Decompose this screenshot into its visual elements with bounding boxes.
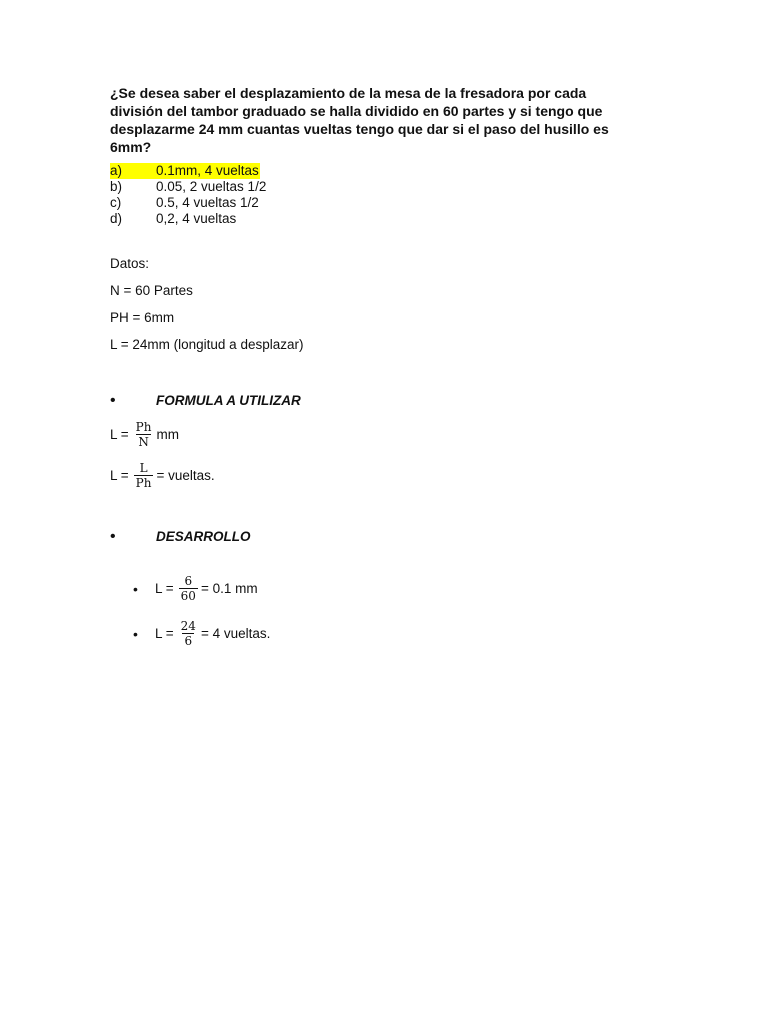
fraction <box>134 461 154 490</box>
fraction-numerator: 6 <box>184 574 193 588</box>
formula-2 <box>110 461 215 490</box>
calculation-2 <box>133 619 270 648</box>
option-b <box>110 179 266 195</box>
option-d <box>110 211 236 227</box>
option-text: 0.1mm, 4 vueltas <box>156 163 259 178</box>
option-text: 0.05, 2 vueltas 1/2 <box>156 179 267 194</box>
option-letter: a) <box>110 163 123 178</box>
fraction-numerator: L <box>139 461 148 475</box>
option-text: 0.5, 4 vueltas 1/2 <box>156 195 259 210</box>
desarrollo-heading <box>110 529 251 545</box>
datos-n: N = 60 Partes <box>110 283 193 298</box>
bullet-icon: • <box>110 392 116 409</box>
option-letter: d) <box>110 211 123 226</box>
equation-lhs: L = <box>155 626 174 641</box>
fraction <box>179 619 198 648</box>
option-a <box>110 163 260 179</box>
formula-heading <box>110 393 301 409</box>
equation-lhs: L = <box>155 581 174 596</box>
datos-l: L = 24mm (longitud a desplazar) <box>110 337 304 352</box>
formula-1 <box>110 420 179 449</box>
option-letter: b) <box>110 179 123 194</box>
fraction <box>179 574 198 603</box>
desarrollo-heading-text: DESARROLLO <box>156 529 251 544</box>
option-text: 0,2, 4 vueltas <box>156 211 237 226</box>
equation-rhs: mm <box>156 427 179 442</box>
equation-rhs: = vueltas. <box>156 468 215 483</box>
option-letter: c) <box>110 195 122 210</box>
option-c <box>110 195 259 211</box>
fraction-denominator: 6 <box>184 634 193 648</box>
bullet-icon: • <box>133 580 138 597</box>
equation-rhs: = 0.1 mm <box>200 581 258 596</box>
fraction-denominator: 60 <box>180 589 196 603</box>
equation-rhs: = 4 vueltas. <box>200 626 271 641</box>
datos-ph: PH = 6mm <box>110 310 175 325</box>
equation-lhs: L = <box>110 468 129 483</box>
fraction-numerator: Ph <box>135 420 152 434</box>
bullet-icon: • <box>133 625 138 642</box>
calculation-1 <box>133 574 258 603</box>
question-text: ¿Se desea saber el desplazamiento de la mesa de la fresadora por cada división del tambor graduado se halla dividido en 60 partes y si tengo que desplazarme 24 mm cuantas vueltas tengo que dar si el paso del husillo es 6mm? <box>110 85 609 155</box>
datos-title: Datos: <box>110 256 150 271</box>
fraction-numerator: 24 <box>180 619 196 633</box>
fraction-denominator: Ph <box>135 476 152 490</box>
fraction <box>134 420 154 449</box>
fraction-denominator: N <box>138 435 149 449</box>
formula-heading-text: FORMULA A UTILIZAR <box>156 393 301 408</box>
bullet-icon: • <box>110 528 116 545</box>
equation-lhs: L = <box>110 427 129 442</box>
